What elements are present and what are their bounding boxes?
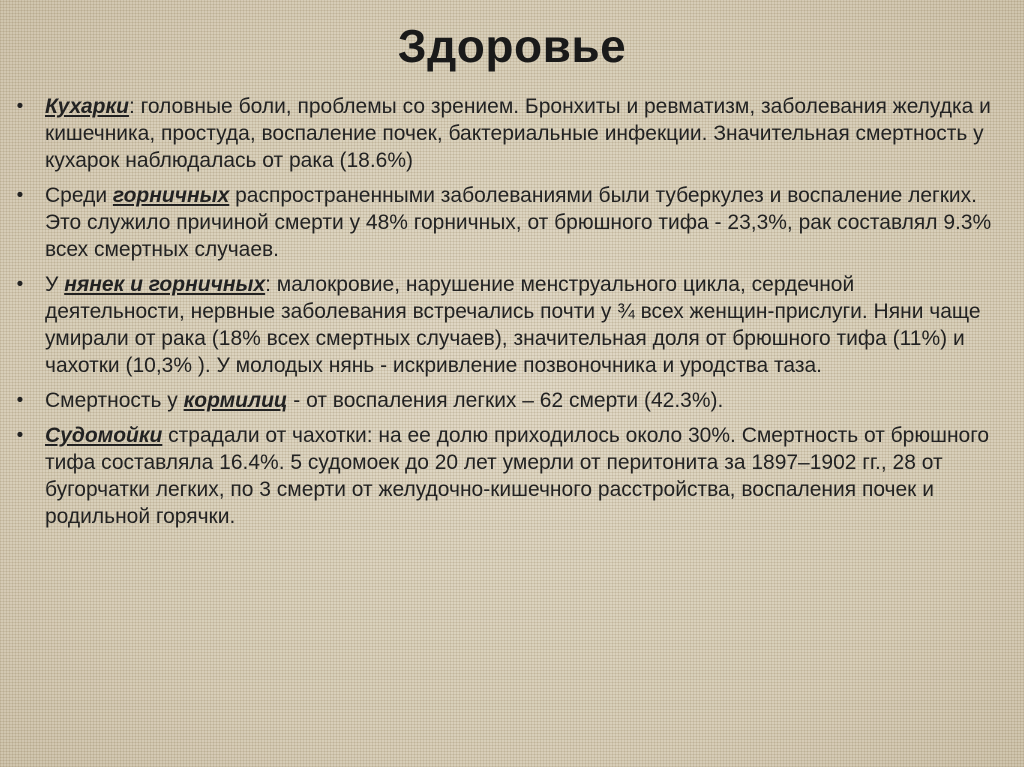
- bullet-text-before: Среди: [45, 184, 113, 207]
- bullet-list: [10, 93, 995, 538]
- bullet-dot-icon: •: [16, 425, 24, 446]
- bullet-term: кормилиц: [183, 389, 288, 412]
- bullet-dot-icon: •: [16, 390, 24, 411]
- bullet-text-after: : малокровие, нарушение менструального цикла, сердечной деятельности, нервные заболевания встречались почти у ¾ всех женщин-прислуги. Няни чаще умирали от рака (18% всех смертных случаев), значительная доля от брюшного тифа (11%) и чахотки (10,3% ). У молодых нянь - искривление позвоночника и уродства таза.: [45, 273, 981, 377]
- bullet-dot-icon: •: [16, 274, 24, 295]
- bullet-dot-icon: •: [16, 96, 24, 117]
- bullet-dot-icon: •: [16, 185, 24, 206]
- bullet-term: Судомойки: [45, 424, 163, 447]
- bullet-text-before: У: [45, 273, 65, 296]
- bullet-text-before: Смертность у: [45, 389, 184, 412]
- bullet-text-after: распространенными заболеваниями были туберкулез и воспаление легких. Это служило причиной смерти у 48% горничных, от брюшного тифа - 23,3%, рак составлял 9.3% всех смертных случаев.: [45, 184, 992, 261]
- bullet-term: горничных: [112, 184, 230, 207]
- bullet-text-after: : головные боли, проблемы со зрением. Бронхиты и ревматизм, заболевания желудка и кишечника, простуда, воспаление почек, бактериальные инфекции. Значительная смертность у кухарок наблюдалась от рака (18.6%): [45, 95, 991, 172]
- bullet-item-wet-nurses: [10, 387, 995, 414]
- bullet-text-after: - от воспаления легких – 62 смерти (42.3%).: [287, 389, 724, 412]
- bullet-item-maids: [10, 182, 995, 263]
- bullet-term: нянек и горничных: [64, 273, 266, 296]
- bullet-text-after: страдали от чахотки: на ее долю приходилось около 30%. Смертность от брюшного тифа составляла 16.4%. 5 судомоек до 20 лет умерли от перитонита за 1897–1902 гг., 28 от бугорчатки легких, по 3 смерти от желудочно-кишечного расстройства, воспаления почек и родильной горячки.: [45, 424, 990, 528]
- slide-title: Здоровье: [397, 20, 627, 72]
- bullet-item-cooks: [10, 93, 995, 174]
- bullet-item-nannies: [10, 271, 995, 379]
- bullet-term: Кухарки: [45, 95, 129, 118]
- bullet-item-dishwashers: [10, 422, 995, 530]
